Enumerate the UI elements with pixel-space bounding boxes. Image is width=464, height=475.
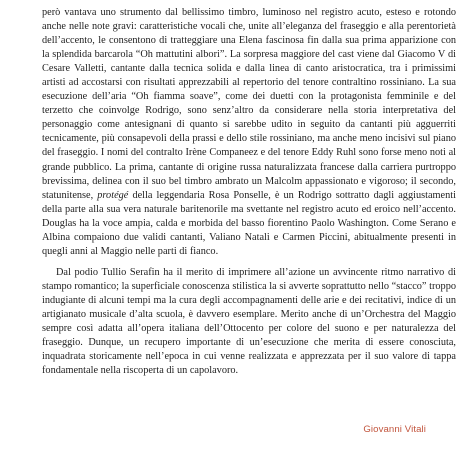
author-signature: Giovanni Vitali — [363, 424, 426, 435]
italic-term: protégé — [97, 189, 129, 201]
paragraph-cast-review — [42, 6, 456, 259]
paragraph-conductor-review: Dal podio Tullio Serafin ha il merito di imprimere all’azione un avvincente ritmo narrativo di stampo romantico; la superficiale conoscenza stilistica la si avverte soprattutto nello “stacco” troppo indugiante di alcuni tempi ma la cura degli accompagnamenti delle arie e dei recitativi, indice di un artigianato musicale d’alta scuola, è davvero esemplare. Merito anche di un’Orchestra del Maggio sempre così adatta all’opera italiana dell’Ottocento per colore del suono e per naturalezza del fraseggio. Dunque, un recupero importante di un’esecuzione che merita di essere conosciuta, inquadrata storicamente nell’epoca in cui venne realizzata e apprezzata per il suo valore di tappa fondamentale nella riscoperta di un capolavoro. — [42, 266, 456, 377]
paragraph-text-continued: della leggendaria Rosa Ponselle, è un Rodrigo sottratto dagli aggiustamenti della parte alla sua vera naturale baritenorile ma svettante nel registro acuto ed eroico nell’accento. Douglas ha la voce ampia, calda e morbida del basso fiorentino Paolo Washington. Come Serano e Albina compaiono due validi cantanti, Valiano Natali e Carmen Piccini, abitualmente presenti in quegli anni al Maggio nelle parti di fianco. — [42, 189, 457, 257]
paragraph-text: però vantava uno strumento dal bellissimo timbro, luminoso nel registro acuto, esteso e rotondo anche nelle note gravi: caratteristiche vocali che, unite all’eleganza del fraseggio e alla perentorietà dell’accento, le consentono di tratteggiare una Elena fascinosa fin dalla sua prima apparizione con la splendida barcarola “Oh mattutini albori”. La sorpresa maggiore del cast viene dal Giacomo V di Cesare Valletti, cantante dalla tecnica solida e dalla linea di canto aristocratica, tra i primissimi artisti ad accostarsi con risultati apprezzabili al repertorio del tenore contraltino rossiniano. La sua esecuzione dell’aria “Oh fiamma soave”, come dei duetti con la protagonista femminile e del terzetto che coinvolge Rodrigo, sono senz’altro da considerare nella storia interpretativa del personaggio come antesignani di quanto si sarebbe udito in seguito da cantanti più agguerriti tecnicamente, più consapevoli della prassi e dello stile rossiniano, ma anche meno incisivi sul piano del fraseggio. I nomi del contralto Irène Companeez e del tenore Eddy Ruhl sono forse meno noti al grande pubblico. La prima, cantante di origine russa naturalizzata francese dalla carriera purtroppo brevissima, delinea con il suo bel timbro ambrato un Malcolm appassionato e vigoroso; il secondo, statunitense, — [42, 7, 456, 201]
article-body — [42, 6, 456, 378]
